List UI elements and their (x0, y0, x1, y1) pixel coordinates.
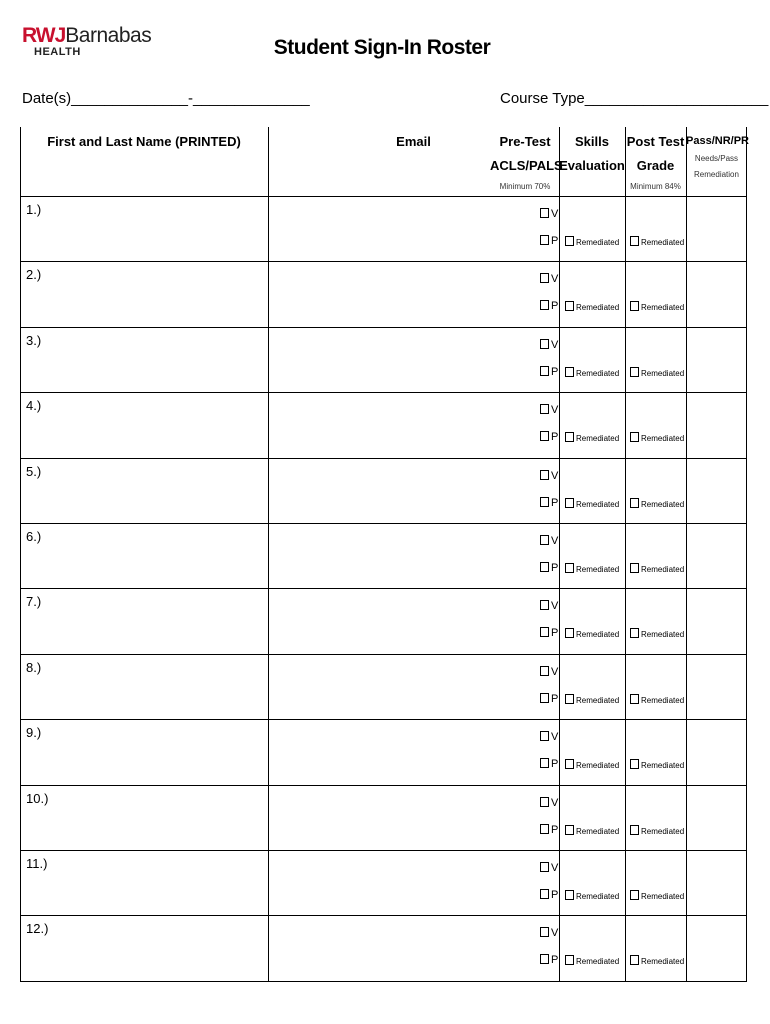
checkbox-icon (630, 825, 639, 835)
checkbox-icon (540, 758, 549, 768)
pretest-p-checkbox[interactable]: P (540, 954, 558, 966)
pretest-v-checkbox[interactable]: V (540, 731, 558, 743)
checkbox-icon (540, 797, 549, 807)
pretest-p-checkbox[interactable]: P (540, 235, 558, 247)
checkbox-icon (540, 208, 549, 218)
pretest-v-checkbox[interactable]: V (540, 600, 558, 612)
checkbox-icon (565, 301, 574, 311)
header-skills-line2: Evaluation (559, 158, 625, 173)
skills-remediated-checkbox[interactable]: Remediated (565, 563, 619, 574)
checkbox-icon (540, 562, 549, 572)
posttest-remediated-checkbox[interactable]: Remediated (630, 432, 684, 443)
checkbox-icon (540, 300, 549, 310)
checkbox-icon (540, 862, 549, 872)
checkbox-icon (630, 301, 639, 311)
checkbox-icon (565, 825, 574, 835)
checkbox-icon (630, 955, 639, 965)
row-number: 9.) (26, 725, 42, 741)
skills-remediated-checkbox[interactable]: Remediated (565, 955, 619, 966)
checkbox-icon (540, 927, 549, 937)
header-pretest-line1: Pre-Test (499, 134, 551, 149)
checkbox-icon (540, 366, 549, 376)
pretest-v-checkbox[interactable]: V (540, 470, 558, 482)
row-number: 11.) (26, 856, 48, 871)
header-pretest-line2: ACLS/PALS (490, 158, 563, 173)
posttest-remediated-checkbox[interactable]: Remediated (630, 367, 684, 378)
checkbox-icon (540, 627, 549, 637)
skills-remediated-checkbox[interactable]: Remediated (565, 236, 619, 247)
pretest-p-checkbox[interactable]: P (540, 824, 558, 836)
skills-remediated-checkbox[interactable]: Remediated (565, 825, 619, 836)
skills-remediated-checkbox[interactable]: Remediated (565, 694, 619, 705)
posttest-remediated-checkbox[interactable]: Remediated (630, 890, 684, 901)
posttest-remediated-checkbox[interactable]: Remediated (630, 759, 684, 770)
row-number: 1.) (26, 202, 42, 217)
checkbox-icon (565, 890, 574, 900)
posttest-remediated-checkbox[interactable]: Remediated (630, 498, 684, 509)
dates-field[interactable]: Date(s)______________-______________ (22, 90, 310, 107)
checkbox-icon (540, 497, 549, 507)
checkbox-icon (540, 600, 549, 610)
col-divider (268, 127, 269, 981)
posttest-remediated-checkbox[interactable]: Remediated (630, 825, 684, 836)
skills-remediated-checkbox[interactable]: Remediated (565, 367, 619, 378)
checkbox-icon (540, 731, 549, 741)
skills-remediated-checkbox[interactable]: Remediated (565, 628, 619, 639)
posttest-remediated-checkbox[interactable]: Remediated (630, 236, 684, 247)
checkbox-icon (540, 535, 549, 545)
checkbox-icon (540, 273, 549, 283)
skills-remediated-checkbox[interactable]: Remediated (565, 498, 619, 509)
row-number: 5.) (26, 463, 42, 479)
header-skills-line1: Skills (575, 134, 609, 149)
skills-remediated-checkbox[interactable]: Remediated (565, 301, 619, 312)
checkbox-icon (565, 694, 574, 704)
header-posttest-line2: Grade (636, 158, 675, 173)
header-pass-line1: Pass/NR/PR (686, 135, 749, 147)
pretest-v-checkbox[interactable]: V (540, 862, 558, 874)
checkbox-icon (630, 367, 639, 377)
header-pass-line2: Needs/Pass (694, 154, 739, 163)
posttest-remediated-checkbox[interactable]: Remediated (630, 628, 684, 639)
pretest-v-checkbox[interactable]: V (540, 208, 558, 220)
checkbox-icon (630, 694, 639, 704)
row-number: 6.) (26, 529, 42, 544)
header-posttest-line1: Post Test (626, 134, 685, 149)
pretest-p-checkbox[interactable]: P (540, 693, 558, 705)
checkbox-icon (630, 563, 639, 573)
roster-table (20, 127, 747, 981)
posttest-remediated-checkbox[interactable]: Remediated (630, 694, 684, 705)
checkbox-icon (540, 824, 549, 834)
posttest-remediated-checkbox[interactable]: Remediated (630, 955, 684, 966)
checkbox-icon (540, 431, 549, 441)
checkbox-icon (565, 432, 574, 442)
pretest-v-checkbox[interactable]: V (540, 404, 558, 416)
checkbox-icon (630, 759, 639, 769)
checkbox-icon (540, 954, 549, 964)
header-pretest-note: Minimum 70% (499, 182, 551, 191)
checkbox-icon (630, 236, 639, 246)
checkbox-icon (565, 498, 574, 508)
pretest-p-checkbox[interactable]: P (540, 562, 558, 574)
row-number: 7.) (26, 594, 42, 610)
logo-brand-prefix: RWJ (22, 24, 66, 47)
skills-remediated-checkbox[interactable]: Remediated (565, 759, 619, 770)
skills-remediated-checkbox[interactable]: Remediated (565, 432, 619, 443)
pretest-v-checkbox[interactable]: V (540, 666, 558, 678)
checkbox-icon (565, 759, 574, 769)
checkbox-icon (540, 693, 549, 703)
checkbox-icon (565, 955, 574, 965)
page-title: Student Sign-In Roster (273, 36, 491, 59)
header-email: Email (396, 134, 431, 149)
row-number: 8.) (26, 659, 42, 675)
checkbox-icon (540, 889, 549, 899)
pretest-p-checkbox[interactable]: P (540, 889, 558, 901)
pretest-p-checkbox[interactable]: P (540, 431, 558, 443)
pretest-p-checkbox[interactable]: P (540, 300, 558, 312)
row-number: 2.) (26, 267, 42, 283)
posttest-remediated-checkbox[interactable]: Remediated (630, 563, 684, 574)
checkbox-icon (565, 628, 574, 638)
checkbox-icon (630, 498, 639, 508)
row-number: 3.) (26, 332, 42, 348)
pretest-v-checkbox[interactable]: V (540, 535, 558, 547)
checkbox-icon (540, 666, 549, 676)
pretest-v-checkbox[interactable]: V (540, 339, 558, 351)
row-number: 10.) (26, 790, 49, 806)
checkbox-icon (540, 339, 549, 349)
checkbox-icon (565, 563, 574, 573)
row-number: 12.) (26, 921, 49, 937)
header-pass-line3: Remediation (694, 170, 739, 179)
pretest-p-checkbox[interactable]: P (540, 627, 558, 639)
checkbox-icon (630, 432, 639, 442)
checkbox-icon (540, 470, 549, 480)
header-posttest-note: Minimum 84% (630, 182, 681, 191)
checkbox-icon (630, 628, 639, 638)
pretest-v-checkbox[interactable]: V (540, 927, 558, 939)
pretest-v-checkbox[interactable]: V (540, 797, 558, 809)
checkbox-icon (565, 236, 574, 246)
row-number: 4.) (26, 398, 42, 414)
course-type-field[interactable]: Course Type______________________ (500, 90, 769, 107)
checkbox-icon (540, 404, 549, 414)
pretest-p-checkbox[interactable]: P (540, 366, 558, 378)
checkbox-icon (540, 235, 549, 245)
checkbox-icon (630, 890, 639, 900)
pretest-p-checkbox[interactable]: P (540, 497, 558, 509)
header-name: First and Last Name (PRINTED) (47, 134, 241, 149)
logo-subline: HEALTH (34, 46, 81, 58)
checkbox-icon (565, 367, 574, 377)
logo-brand-suffix: Barnabas (65, 24, 152, 47)
skills-remediated-checkbox[interactable]: Remediated (565, 890, 619, 901)
posttest-remediated-checkbox[interactable]: Remediated (630, 301, 684, 312)
pretest-p-checkbox[interactable]: P (540, 758, 558, 770)
pretest-v-checkbox[interactable]: V (540, 273, 558, 285)
